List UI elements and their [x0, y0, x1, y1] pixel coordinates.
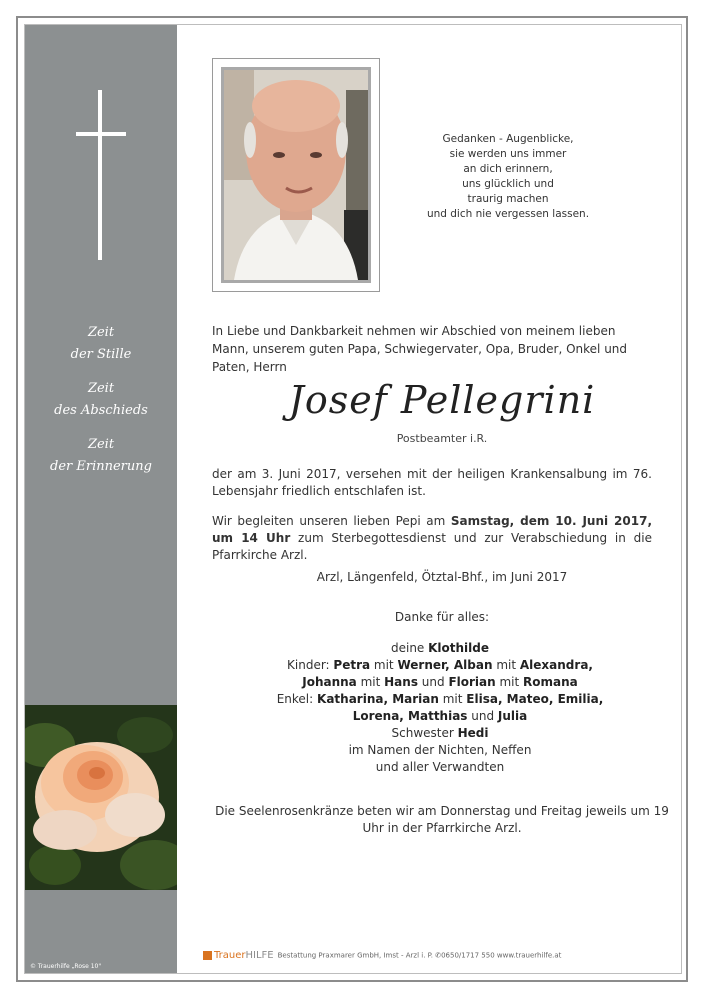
verse-group: [25, 434, 177, 478]
thanks-text: Danke für alles:: [394, 610, 490, 624]
verse-line: Zeit: [87, 381, 115, 396]
photo-frame: [212, 58, 380, 292]
family-line: im Namen der Nichten, Neffen: [348, 743, 532, 757]
family-name: Elisa, Mateo, Emilia,: [466, 692, 604, 706]
footer-text: Bestattung Praxmarer GmbH, Imst - Arzl i. P. ✆0650/1717 550 www.trauerhilfe.at: [277, 951, 562, 960]
family-line: [200, 640, 680, 657]
family-name: Klothilde: [428, 641, 490, 655]
sidebar-credit: © Trauerhilfe „Rose 10": [30, 963, 102, 970]
verse-group: [25, 378, 177, 422]
rosary-text: Die Seelenrosenkränze beten wir am Donnerstag und Freitag jeweils um 19 Uhr in der Pfarrkirche Arzl.: [215, 804, 669, 835]
family-name: Lorena, Matthias: [352, 709, 468, 723]
connector: mit: [492, 658, 520, 672]
trauerhilfe-logo-icon: [203, 951, 212, 960]
label: Kinder:: [287, 658, 334, 672]
deceased-title: Postbeamter i.R.: [396, 432, 488, 445]
family-name: Julia: [497, 709, 528, 723]
poem-line: uns glücklich und: [462, 178, 554, 190]
verse-line: der Erinnerung: [50, 459, 152, 474]
family-name: Hedi: [457, 726, 489, 740]
family-name: Florian: [448, 675, 496, 689]
poem: [418, 132, 598, 222]
label: Enkel:: [276, 692, 318, 706]
poem-line: und dich nie vergessen lassen.: [426, 208, 590, 220]
verse-line: Zeit: [87, 325, 115, 340]
portrait-photo: [221, 67, 371, 283]
logo-text: HILFE: [245, 950, 274, 961]
verse-line: des Abschieds: [54, 403, 148, 418]
family-line: [200, 657, 680, 674]
connector: mit: [495, 675, 524, 689]
rose-image: [25, 705, 177, 890]
place-date: Arzl, Längenfeld, Ötztal-Bhf., im Juni 2017: [316, 570, 568, 584]
verse-line: der Stille: [70, 347, 132, 362]
connector: mit: [356, 675, 385, 689]
family-name: Petra: [333, 658, 371, 672]
verse-line: Zeit: [87, 437, 115, 452]
label: Schwester: [391, 726, 458, 740]
connector: mit: [438, 692, 467, 706]
funeral-post: zum Sterbegottesdienst und zur Verabschiedung in die Pfarrkirche Arzl.: [212, 531, 652, 562]
family-name: Katharina, Marian: [317, 692, 439, 706]
funeral-date: Samstag, dem 10. Juni 2017, um 14 Uhr: [212, 514, 652, 545]
connector: und: [417, 675, 449, 689]
funeral-text: [212, 513, 652, 564]
cross-icon: [98, 90, 102, 260]
footer: [203, 950, 673, 961]
poem-line: an dich erinnern,: [463, 163, 553, 175]
family-name: Romana: [523, 675, 578, 689]
verse-group: [25, 322, 177, 366]
family-line: [200, 725, 680, 742]
death-text: der am 3. Juni 2017, versehen mit der heiligen Krankensalbung im 76. Lebensjahr friedlich entschlafen ist.: [212, 467, 652, 498]
family-line: und aller Verwandten: [375, 760, 505, 774]
cross-icon-bar: [76, 132, 126, 136]
family-line: [200, 674, 680, 691]
family-line: [200, 708, 680, 725]
sidebar-verse: [25, 322, 177, 490]
family-name: Johanna: [302, 675, 357, 689]
poem-line: sie werden uns immer: [449, 148, 567, 160]
label: deine: [390, 641, 429, 655]
intro-text: In Liebe und Dankbarkeit nehmen wir Abschied von meinem lieben Mann, unserem guten Papa, Schwiegervater, Opa, Bruder, Onkel und Paten, Herrn: [212, 324, 628, 374]
poem-line: Gedanken - Augenblicke,: [442, 133, 574, 145]
family-name: Werner, Alban: [397, 658, 493, 672]
family-line: [200, 691, 680, 708]
deceased-name: Josef Pellegrini: [288, 378, 596, 422]
family-list: [200, 640, 680, 776]
family-name: Hans: [384, 675, 418, 689]
connector: und: [467, 709, 498, 723]
poem-line: traurig machen: [467, 193, 549, 205]
family-name: Alexandra,: [519, 658, 593, 672]
logo-text: Trauer: [214, 950, 246, 961]
funeral-pre: Wir begleiten unseren lieben Pepi am: [212, 514, 451, 528]
connector: mit: [370, 658, 398, 672]
